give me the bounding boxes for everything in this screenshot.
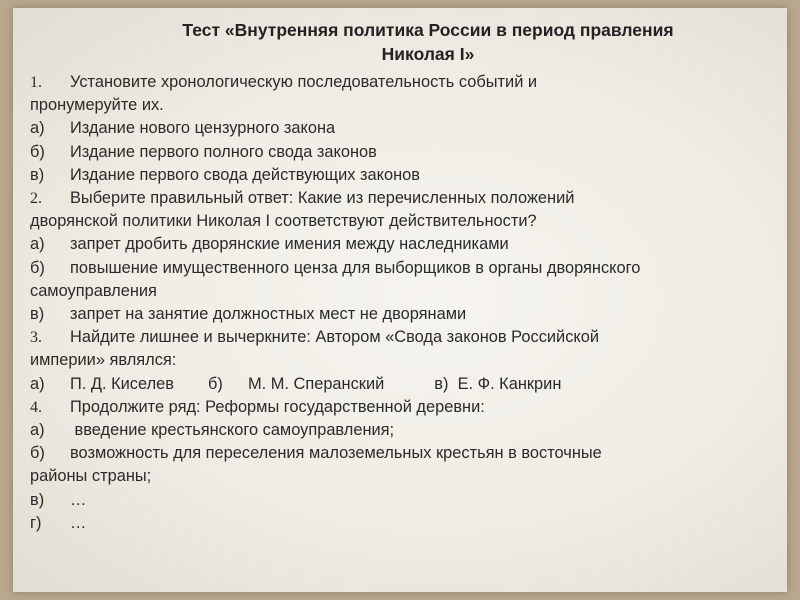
option-item <box>30 489 775 512</box>
page-title <box>108 18 748 66</box>
option-item <box>30 233 775 256</box>
question-number: 1. <box>30 74 42 91</box>
option-text: запрет дробить дворянские имения между наследниками <box>70 235 509 254</box>
question-3 <box>30 326 775 349</box>
slide <box>13 8 787 592</box>
question-text-cont: пронумеруйте их. <box>30 96 164 115</box>
test-body <box>30 71 775 535</box>
option-item <box>30 164 775 187</box>
question-text: Установите хронологическую последовательность событий и <box>70 73 538 91</box>
option-text: Издание первого свода действующих законов <box>70 165 420 184</box>
option-mark: а) <box>30 374 45 393</box>
question-number: 3. <box>30 329 42 347</box>
question-text: Выберите правильный ответ: Какие из перечисленных положений <box>70 189 575 208</box>
question-text-cont: империи» являлся: <box>30 351 177 370</box>
option-item <box>30 442 775 465</box>
option-text: … <box>70 490 87 509</box>
option-mark: г) <box>30 513 42 532</box>
title-line-2: Николая I» <box>381 44 475 64</box>
option-item <box>30 512 775 535</box>
option-text: запрет на занятие должностных мест не дворянами <box>70 305 467 324</box>
option-text-cont: районы страны; <box>30 467 152 486</box>
option-text: Издание нового цензурного закона <box>70 119 336 138</box>
option-text: повышение имущественного ценза для выборщиков в органы дворянского <box>70 258 641 277</box>
question-text: Продолжите ряд: Реформы государственной деревни: <box>70 397 485 416</box>
option-text-cont: самоуправления <box>30 281 157 300</box>
option-mark: в) <box>30 165 45 184</box>
option-text: введение крестьянского самоуправления; <box>70 421 395 440</box>
option-mark: а) <box>30 235 45 254</box>
question-4 <box>30 396 775 419</box>
option-text: … <box>70 513 87 532</box>
option-item <box>30 257 775 280</box>
option-mark: в) <box>30 305 45 324</box>
option-text: М. М. Сперанский <box>247 374 385 393</box>
option-item <box>30 303 775 326</box>
option-text: возможность для переселения малоземельных крестьян в восточные <box>70 444 602 463</box>
question-number: 4. <box>30 398 42 416</box>
option-mark: б) <box>30 142 45 161</box>
option-item <box>30 419 775 442</box>
option-item <box>30 117 775 140</box>
option-mark: б) <box>207 374 223 393</box>
option-text: Издание первого полного свода законов <box>70 142 377 161</box>
option-text: Е. Ф. Канкрин <box>457 374 562 393</box>
question-text-cont: дворянской политики Николая I соответствуют действительности? <box>30 212 537 231</box>
option-mark: а) <box>30 421 45 440</box>
option-mark: в) <box>434 374 449 393</box>
option-row <box>30 373 775 396</box>
question-text: Найдите лишнее и вычеркните: Автором «Свода законов Российской <box>70 328 600 347</box>
question-2 <box>30 187 775 210</box>
option-mark: б) <box>30 258 45 277</box>
option-text: П. Д. Киселев <box>70 374 174 393</box>
option-mark: в) <box>30 490 45 509</box>
question-number: 2. <box>30 190 42 208</box>
option-mark: а) <box>30 119 45 138</box>
question-1 <box>30 71 775 94</box>
option-item <box>30 141 775 164</box>
option-mark: б) <box>30 444 45 463</box>
title-line-1: Тест «Внутренняя политика России в период правления <box>182 20 674 40</box>
